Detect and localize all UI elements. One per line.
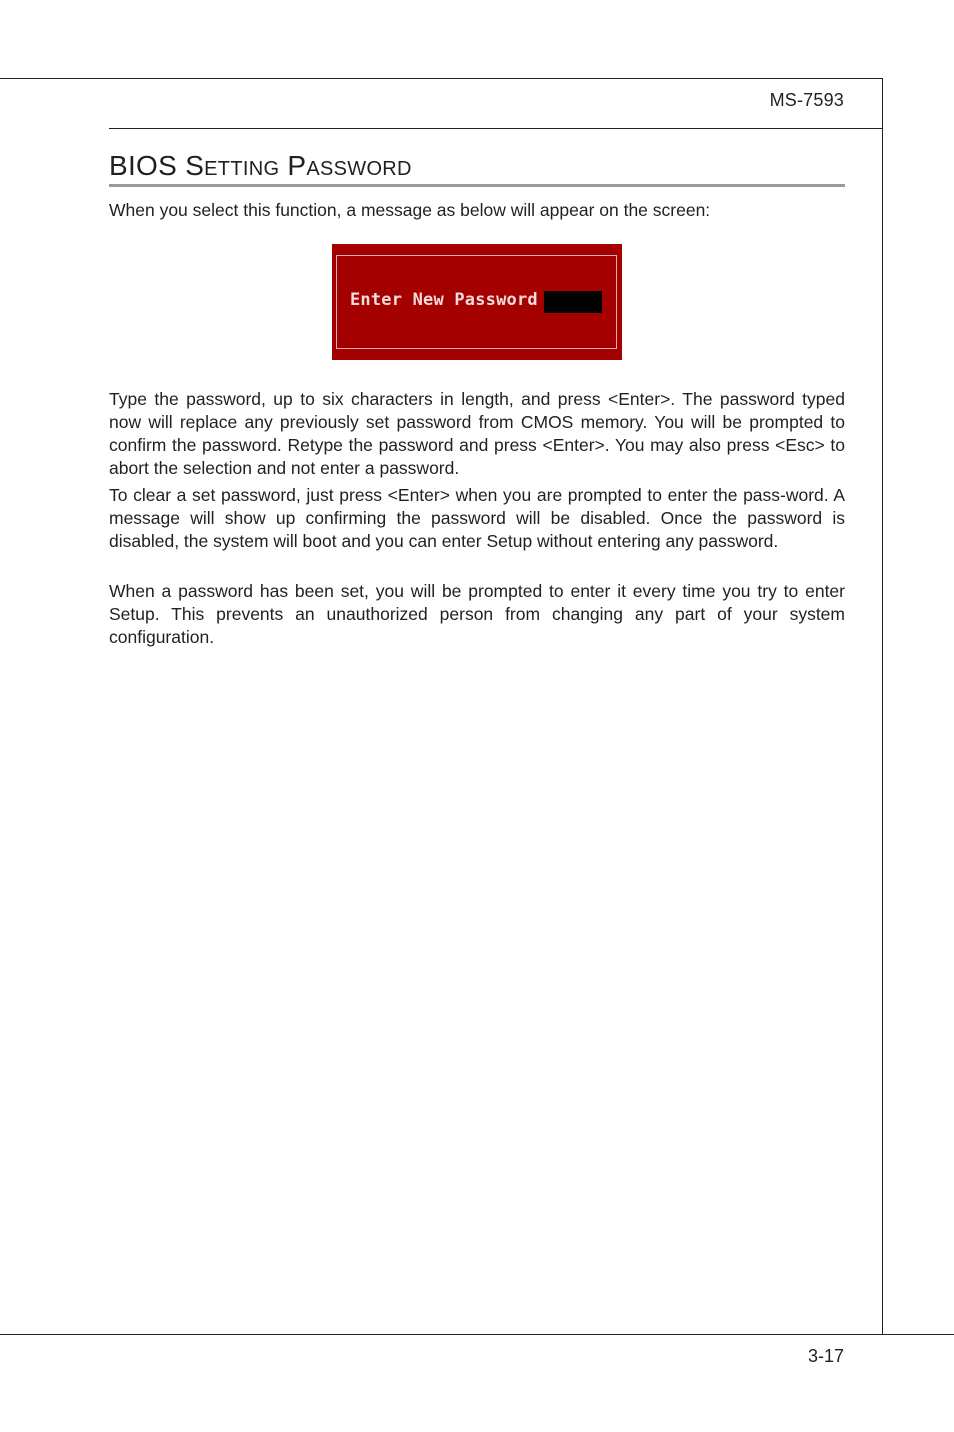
title-underline bbox=[109, 184, 845, 187]
bios-password-field[interactable] bbox=[544, 291, 602, 313]
bios-password-dialog bbox=[332, 244, 622, 360]
top-rule bbox=[0, 78, 883, 79]
header-rule bbox=[109, 128, 883, 129]
body-paragraph: To clear a set password, just press <Enter> when you are prompted to enter the pass-word. A message will show up confirming the password will be disabled. Once the password is disabled, the system will boot and you can enter Setup without entering any password. bbox=[109, 485, 845, 551]
section-title: BIOS Setting Password bbox=[109, 150, 412, 181]
bios-prompt-label: Enter New Password bbox=[350, 290, 538, 310]
side-rule bbox=[882, 78, 883, 1335]
bottom-rule bbox=[0, 1334, 954, 1335]
body-paragraph: When a password has been set, you will be prompted to enter it every time you try to enter Setup. This prevents an unauthorized person from changing any part of your system configuration. bbox=[109, 581, 845, 647]
model-number: MS-7593 bbox=[769, 90, 844, 110]
intro-paragraph: When you select this function, a message as below will appear on the screen: bbox=[109, 200, 711, 220]
body-paragraph: Type the password, up to six characters in length, and press <Enter>. The password typed now will replace any previously set password from CMOS memory. You will be prompted to confirm the password. Retype the password and press <Enter>. You may also press <Esc> to abort the selection and not enter a password. bbox=[109, 389, 845, 478]
page-number: 3-17 bbox=[807, 1346, 844, 1366]
